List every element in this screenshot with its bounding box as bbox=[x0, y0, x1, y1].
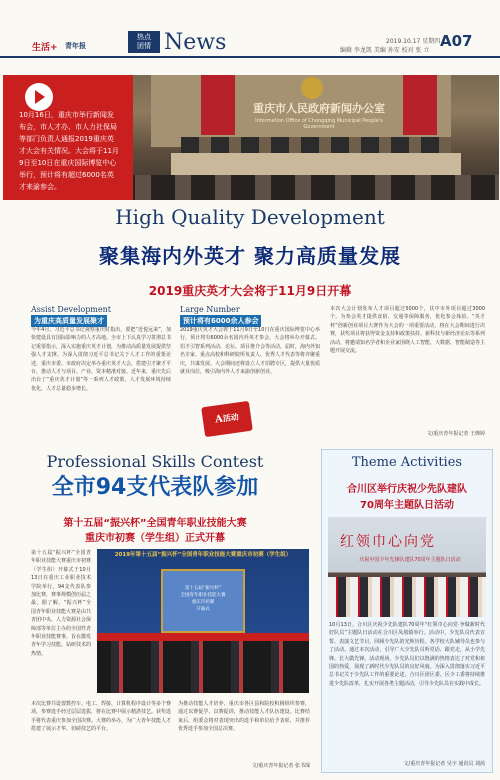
article-column: 为推动技能人才培养，重庆市各区县和院校积极组织参赛，通过以赛促学、以赛促训，推动技能人才队伍建设。比赛结束后，组委会将对表现突出的选手和单位给予表彰，并推荐优秀选手参加全国总决赛。 bbox=[178, 701, 310, 733]
column-box-line1: 热点 bbox=[137, 33, 151, 41]
stage bbox=[97, 633, 309, 641]
theme-title: 70周年主题队日活动 bbox=[360, 500, 454, 511]
photo-banner-line: 2019年第十五届“振兴杯”全国青年职业技能大赛重庆市初赛（学生组） bbox=[114, 552, 292, 558]
theme-kicker: Theme Activities bbox=[351, 455, 463, 470]
headline-kicker: High Quality Development bbox=[115, 205, 385, 229]
wall-sign-cn: 重庆市人民政府新闻办公室 bbox=[253, 102, 385, 115]
article-column: 2019重庆英才大会将于11月9日至10日在重庆国际博览中心举行，预计将有6000余名国内外英才参会，大会将举办开幕式、招才引智系列活动、论坛、项目推介会等活动。届时，海内外知名专家、重点高校和科研院所负责人、优秀人才代表等将齐聚重庆，共谋发展。大会期间还将设立人才招聘专区，提供大量优质就业岗位，吸引海内外人才来渝创新创业。 bbox=[180, 327, 320, 376]
contest-kicker: Professional Skills Contest bbox=[46, 452, 264, 471]
theme-title: 合川区举行庆祝少先队建队 bbox=[347, 484, 467, 495]
podium-table bbox=[171, 153, 461, 175]
headline-title: 聚集海内外英才 聚力高质量发展 bbox=[99, 244, 401, 268]
wall-sign-en: Information Office of Chongqing Municipal People's Government bbox=[255, 118, 383, 130]
editor-credits: 编辑 李龙凯 美编 孙安 校对 张 立 bbox=[340, 47, 430, 54]
page-number: A07 bbox=[440, 32, 473, 50]
masthead-rule bbox=[0, 56, 500, 58]
photo-banner-sub: 庆祝中国少年先锋队建队70周年主题队日活动 bbox=[359, 557, 461, 563]
contest-photo bbox=[97, 549, 309, 693]
article-column: 第十五届“振兴杯”全国青年职业技能大赛重庆市初赛（学生组）开幕式于10月13日在重庆工业职业技术学院举行。94支代表队参加比赛，赛事规模创历届之最。据了解，“振兴杯”全国青年职业技能大赛是由共青团中央、人力资源社会保障部等单位主办的全国性青年职业技能赛事，旨在激发青年学习技能、钻研技术的热情。 bbox=[31, 550, 91, 657]
photo-banner: 红领巾心向党 bbox=[340, 534, 436, 550]
national-emblem bbox=[301, 77, 323, 99]
contest-subtitle: 第十五届“振兴杯”全国青年职业技能大赛 bbox=[63, 518, 247, 529]
screen-text-line: 开幕式 bbox=[196, 607, 210, 612]
article-column: 10月13日，合川区庆祝少先队建队70周年“红领巾心向党·争做新时代好队员”主题队日活动在合川区凤凰镇举行。活动中，少先队员代表宣誓、表演文艺节目，回顾少先队的光辉历程。各学校大队辅导员也参与了活动。通过本次活动，引导广大少先队员听党话、跟党走，从小学先锋、长大做先锋。活动现场，少先队员们以饱满的热情表达了对党和祖国的热爱，展现了新时代少先队员的良好风貌。为深入贯彻落实习近平总书记关于少先队工作的重要论述，合川区团区委、区少工委将持续推进少先队改革，扎实开展各类主题活动，引导少先队员在实践中成长。 bbox=[329, 622, 485, 687]
byline: 文/重庆青年报记者 吴宇 通讯员 刘茜 bbox=[403, 761, 485, 767]
byline: 文/重庆青年报记者 王婵婷 bbox=[426, 431, 485, 437]
photo-caption: 10月16日，重庆市举行新闻发布会，市人才办、市人力社保局等部门负责人通报2019重庆英才大会有关情况。大会将于11月9日至10日在重庆国际博览中心举行，预计将有超过6000名英才来渝参会。 bbox=[3, 75, 133, 200]
flag bbox=[403, 75, 437, 135]
photo-banner bbox=[103, 551, 303, 559]
wall-sign bbox=[249, 100, 389, 130]
contest-title: 全市94支代表队参加 bbox=[51, 475, 259, 500]
theme-photo bbox=[328, 517, 486, 617]
contest-subtitle: 重庆市初赛（学生组）正式开幕 bbox=[85, 533, 225, 544]
section-label-en: Assist Development bbox=[31, 305, 111, 314]
column-box-line2: 团情 bbox=[137, 42, 151, 50]
article-column: 今年4月，习近平总书记视察重庆时指出，要把“近悦远来”，加快建设具有国际影响力的人才高地。全市上下认真学习贯彻总书记重要指示，深入实施重庆英才计划，为推动高质量发展提供坚强人才支撑。为深入贯彻习近平总书记关于人才工作的重要论述，重庆市委、市政府决定举办重庆英才大会，搭建引才聚才平台，推动人才与项目、产业、资本精准对接。近年来，重庆先后出台了“重庆英才计划”等一系列人才政策，人才发展环境持续优化，人才总量稳步增长。 bbox=[31, 327, 171, 392]
paper-name: 青年报 bbox=[65, 42, 86, 50]
flag bbox=[201, 75, 235, 135]
section-label-cn: 预计将有6000余人参会 bbox=[180, 315, 261, 327]
issue-date: 2019.10.17 星期四 bbox=[386, 38, 441, 45]
column-title: News bbox=[164, 30, 227, 55]
section-label-en: Large Number bbox=[180, 305, 240, 314]
article-column: 本次比赛共设置数控车、电工、焊接、计算机程序设计等多个赛项，参赛选手经过层层选拔，将在比赛中展示精湛技艺。获奖选手将代表重庆参加全国决赛。大赛的举办，为广大青年技能人才搭建了展示才华、切磋技艺的平台。 bbox=[31, 701, 171, 733]
screen-text bbox=[163, 585, 243, 613]
byline: 文/重庆青年报记者 张书琛 bbox=[251, 763, 310, 769]
screen-text-line: 重庆市初赛 bbox=[191, 600, 215, 605]
screen-text-line: 全国青年职业技能大赛 bbox=[180, 593, 226, 598]
young-pioneers bbox=[328, 577, 486, 617]
masthead bbox=[0, 0, 500, 58]
headline-subtitle: 2019重庆英才大会将于11月9日开幕 bbox=[148, 284, 352, 298]
screen-text-line: 第十五届“振兴杯” bbox=[184, 586, 222, 591]
badge-letter: A bbox=[214, 413, 224, 426]
brand-logo: 生活+ bbox=[32, 43, 58, 53]
stage-screen bbox=[161, 569, 245, 633]
audience bbox=[97, 641, 309, 693]
badge-text: 活动 bbox=[222, 412, 240, 424]
section-label-cn: 为重庆高质量发展聚才 bbox=[31, 315, 107, 327]
article-column: 本次大会计划发布人才项目超过5000个，其中市外项目超过3000个。为参会英才提供食宿、交通等保障服务，优化参会体验。“英才杯”创新创业项目大赛作为大会的一项重要活动，将在大会期间进行决赛，获奖项目将获得资金支持和政策扶持。新科技与新经济论坛等系列活动，将邀请知名学者和企业家围绕人工智能、大数据、智能制造等主题开展交流。 bbox=[330, 306, 485, 355]
column-box bbox=[128, 31, 160, 53]
play-icon bbox=[25, 83, 53, 111]
